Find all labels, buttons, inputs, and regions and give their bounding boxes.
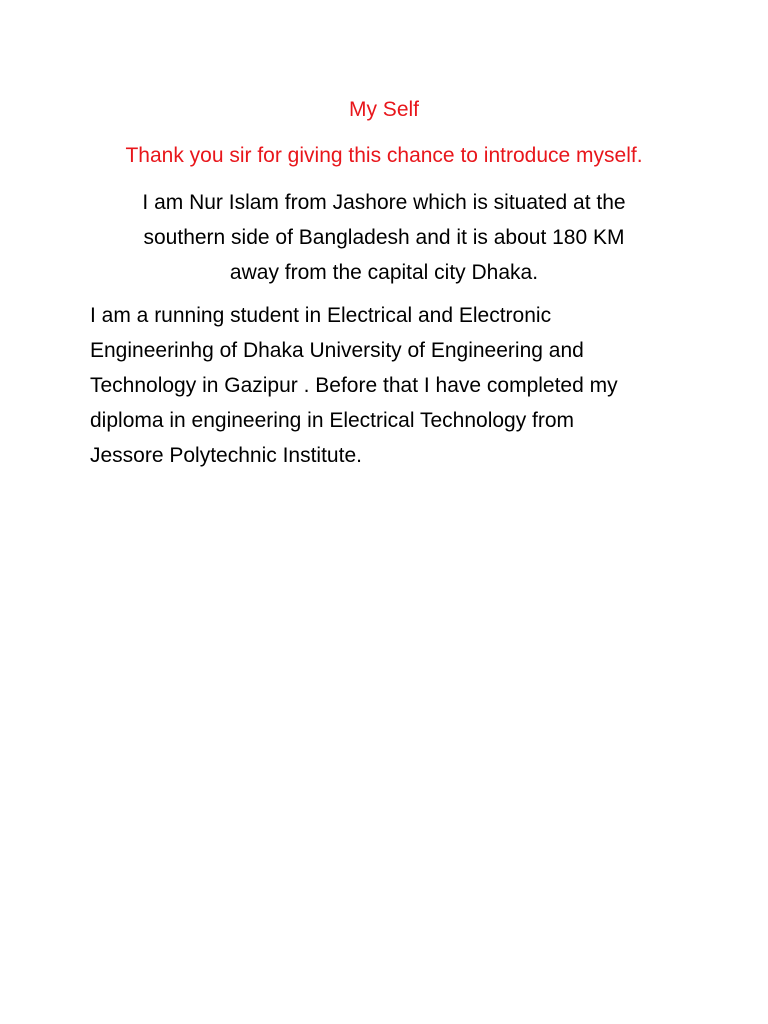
intro-line: southern side of Bangladesh and it is about 180 KM <box>143 226 625 249</box>
document-title: My Self <box>348 98 419 121</box>
intro-paragraph <box>0 185 768 290</box>
intro-line: away from the capital city Dhaka. <box>229 261 539 284</box>
thanks-line: Thank you sir for giving this chance to introduce myself. <box>125 144 643 167</box>
study-line: I am a running student in Electrical and Electronic <box>90 304 552 327</box>
study-line: Engineerinhg of Dhaka University of Engineering and <box>90 339 584 362</box>
study-line: diploma in engineering in Electrical Technology from <box>90 409 575 432</box>
study-line: Jessore Polytechnic Institute. <box>90 444 362 467</box>
intro-line: I am Nur Islam from Jashore which is situated at the <box>142 191 626 214</box>
study-line: Technology in Gazipur . Before that I have completed my <box>90 374 618 397</box>
study-paragraph <box>90 298 740 473</box>
